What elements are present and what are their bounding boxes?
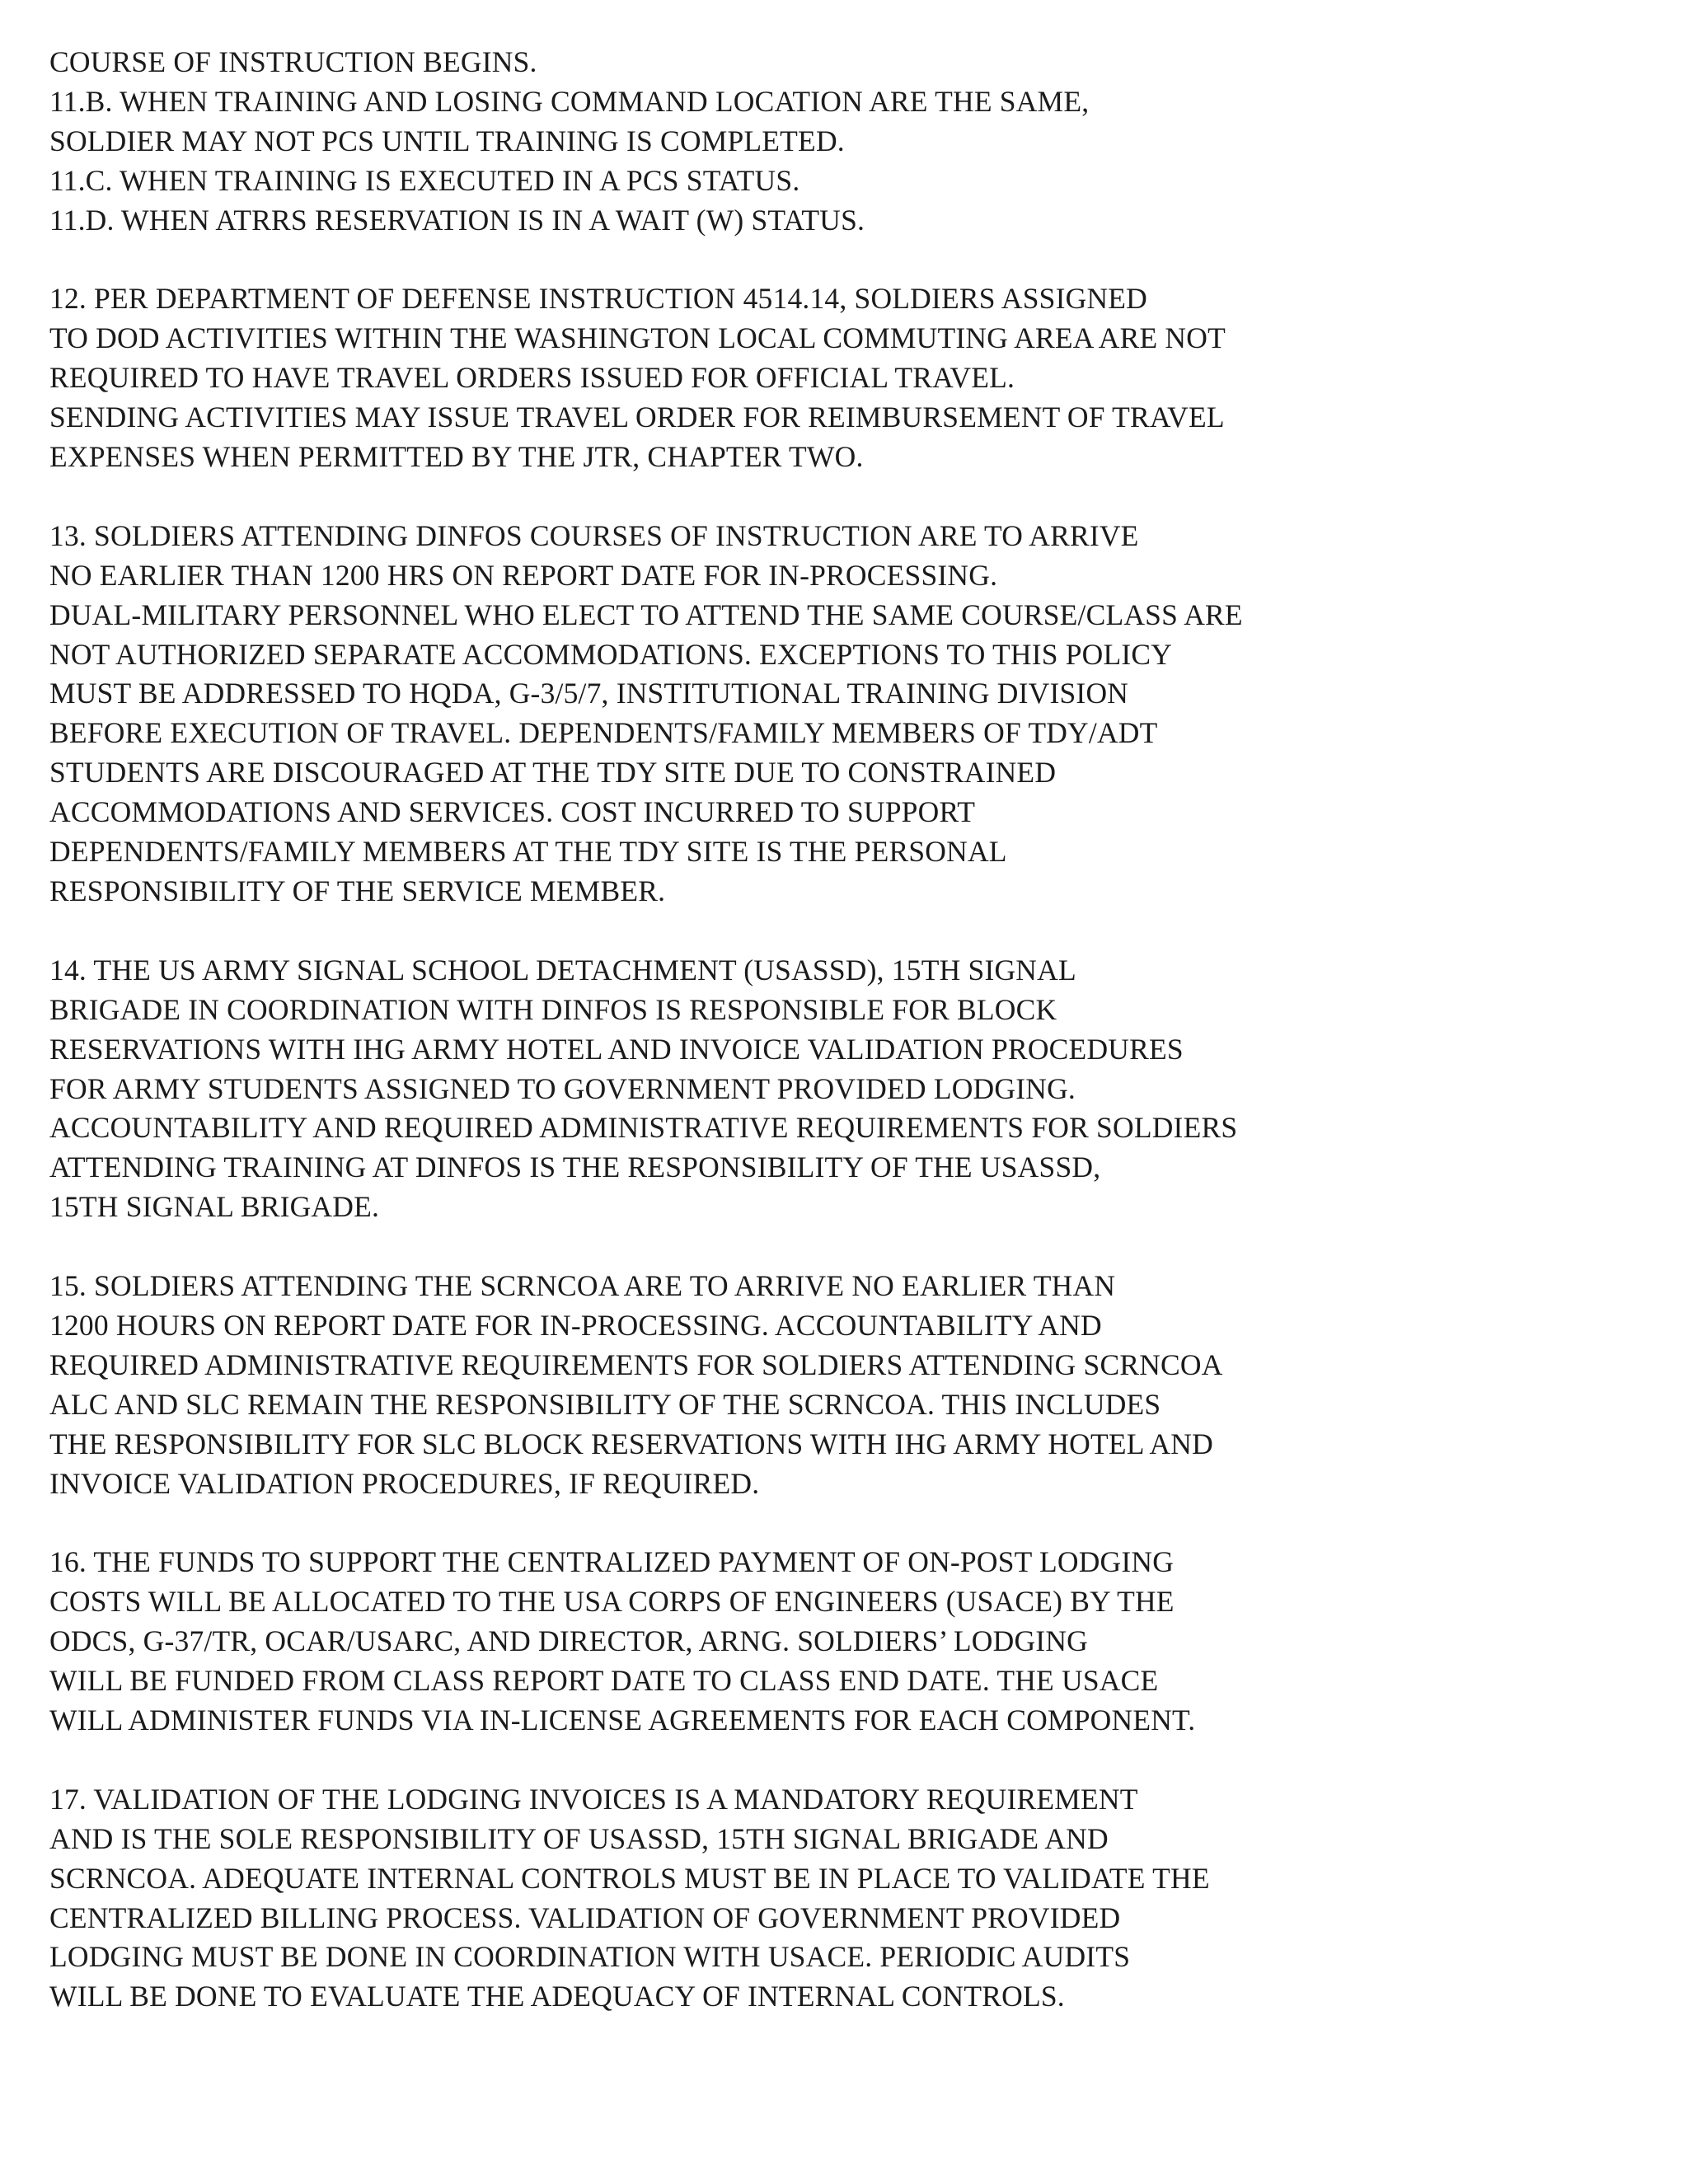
text-line: 11.D. WHEN ATRRS RESERVATION IS IN A WAIT (W) STATUS.	[49, 203, 865, 237]
text-line: ACCOMMODATIONS AND SERVICES. COST INCURRED TO SUPPORT	[49, 795, 976, 829]
text-line: NOT AUTHORIZED SEPARATE ACCOMMODATIONS. EXCEPTIONS TO THIS POLICY	[49, 637, 1173, 671]
text-line: 14. THE US ARMY SIGNAL SCHOOL DETACHMENT (USASSD), 15TH SIGNAL	[49, 953, 1076, 987]
text-line: BRIGADE IN COORDINATION WITH DINFOS IS RESPONSIBLE FOR BLOCK	[49, 992, 1057, 1026]
paragraph-11-continuation	[49, 43, 1665, 241]
text-line: 15TH SIGNAL BRIGADE.	[49, 1190, 380, 1224]
text-line: 1200 HOURS ON REPORT DATE FOR IN-PROCESSING. ACCOUNTABILITY AND	[49, 1308, 1102, 1342]
text-line: WILL BE FUNDED FROM CLASS REPORT DATE TO CLASS END DATE. THE USACE	[49, 1664, 1159, 1698]
text-line: STUDENTS ARE DISCOURAGED AT THE TDY SITE DUE TO CONSTRAINED	[49, 756, 1057, 790]
text-line: ALC AND SLC REMAIN THE RESPONSIBILITY OF THE SCRNCOA. THIS INCLUDES	[49, 1387, 1161, 1421]
text-line: DUAL-MILITARY PERSONNEL WHO ELECT TO ATTEND THE SAME COURSE/CLASS ARE	[49, 598, 1243, 631]
text-line: 11.C. WHEN TRAINING IS EXECUTED IN A PCS STATUS.	[49, 163, 800, 197]
text-line: AND IS THE SOLE RESPONSIBILITY OF USASSD, 15TH SIGNAL BRIGADE AND	[49, 1821, 1109, 1855]
text-line: 15. SOLDIERS ATTENDING THE SCRNCOA ARE TO ARRIVE NO EARLIER THAN	[49, 1269, 1116, 1303]
text-line: REQUIRED TO HAVE TRAVEL ORDERS ISSUED FOR OFFICIAL TRAVEL.	[49, 361, 1015, 395]
text-line: DEPENDENTS/FAMILY MEMBERS AT THE TDY SITE IS THE PERSONAL	[49, 835, 1007, 869]
text-line: 11.B. WHEN TRAINING AND LOSING COMMAND LOCATION ARE THE SAME,	[49, 84, 1090, 118]
text-line: ODCS, G-37/TR, OCAR/USARC, AND DIRECTOR, ARNG. SOLDIERS’ LODGING	[49, 1624, 1088, 1658]
paragraph-14	[49, 951, 1665, 1227]
text-line: SENDING ACTIVITIES MAY ISSUE TRAVEL ORDER FOR REIMBURSEMENT OF TRAVEL	[49, 401, 1225, 434]
text-line: RESPONSIBILITY OF THE SERVICE MEMBER.	[49, 874, 666, 907]
text-line: THE RESPONSIBILITY FOR SLC BLOCK RESERVATIONS WITH IHG ARMY HOTEL AND	[49, 1427, 1213, 1460]
text-line: COURSE OF INSTRUCTION BEGINS.	[49, 45, 537, 78]
text-line: 16. THE FUNDS TO SUPPORT THE CENTRALIZED PAYMENT OF ON-POST LODGING	[49, 1545, 1175, 1579]
text-line: ACCOUNTABILITY AND REQUIRED ADMINISTRATIVE REQUIREMENTS FOR SOLDIERS	[49, 1111, 1238, 1145]
text-line: RESERVATIONS WITH IHG ARMY HOTEL AND INVOICE VALIDATION PROCEDURES	[49, 1032, 1184, 1066]
document-body	[49, 43, 1665, 2017]
text-line: 17. VALIDATION OF THE LODGING INVOICES IS A MANDATORY REQUIREMENT	[49, 1782, 1138, 1816]
text-line: REQUIRED ADMINISTRATIVE REQUIREMENTS FOR SOLDIERS ATTENDING SCRNCOA	[49, 1347, 1223, 1381]
text-line: FOR ARMY STUDENTS ASSIGNED TO GOVERNMENT PROVIDED LODGING.	[49, 1071, 1076, 1105]
text-line: 12. PER DEPARTMENT OF DEFENSE INSTRUCTION 4514.14, SOLDIERS ASSIGNED	[49, 282, 1148, 316]
text-line: MUST BE ADDRESSED TO HQDA, G-3/5/7, INSTITUTIONAL TRAINING DIVISION	[49, 677, 1129, 710]
text-line: COSTS WILL BE ALLOCATED TO THE USA CORPS OF ENGINEERS (USACE) BY THE	[49, 1585, 1175, 1619]
paragraph-15	[49, 1267, 1665, 1503]
text-line: INVOICE VALIDATION PROCEDURES, IF REQUIRED.	[49, 1466, 760, 1500]
paragraph-12	[49, 279, 1665, 477]
text-line: NO EARLIER THAN 1200 HRS ON REPORT DATE FOR IN-PROCESSING.	[49, 558, 998, 592]
paragraph-17	[49, 1780, 1665, 2017]
text-line: CENTRALIZED BILLING PROCESS. VALIDATION OF GOVERNMENT PROVIDED	[49, 1900, 1121, 1934]
text-line: 13. SOLDIERS ATTENDING DINFOS COURSES OF INSTRUCTION ARE TO ARRIVE	[49, 518, 1139, 552]
paragraph-16	[49, 1543, 1665, 1741]
text-line: EXPENSES WHEN PERMITTED BY THE JTR, CHAPTER TWO.	[49, 440, 864, 474]
text-line: SOLDIER MAY NOT PCS UNTIL TRAINING IS COMPLETED.	[49, 124, 845, 157]
text-line: SCRNCOA. ADEQUATE INTERNAL CONTROLS MUST BE IN PLACE TO VALIDATE THE	[49, 1861, 1210, 1895]
paragraph-13	[49, 517, 1665, 912]
text-line: WILL ADMINISTER FUNDS VIA IN-LICENSE AGREEMENTS FOR EACH COMPONENT.	[49, 1703, 1196, 1736]
text-line: WILL BE DONE TO EVALUATE THE ADEQUACY OF INTERNAL CONTROLS.	[49, 1980, 1065, 2013]
text-line: LODGING MUST BE DONE IN COORDINATION WITH USACE. PERIODIC AUDITS	[49, 1940, 1131, 1974]
text-line: BEFORE EXECUTION OF TRAVEL. DEPENDENTS/FAMILY MEMBERS OF TDY/ADT	[49, 716, 1158, 750]
text-line: ATTENDING TRAINING AT DINFOS IS THE RESPONSIBILITY OF THE USASSD,	[49, 1151, 1101, 1184]
text-line: TO DOD ACTIVITIES WITHIN THE WASHINGTON LOCAL COMMUTING AREA ARE NOT	[49, 321, 1226, 355]
